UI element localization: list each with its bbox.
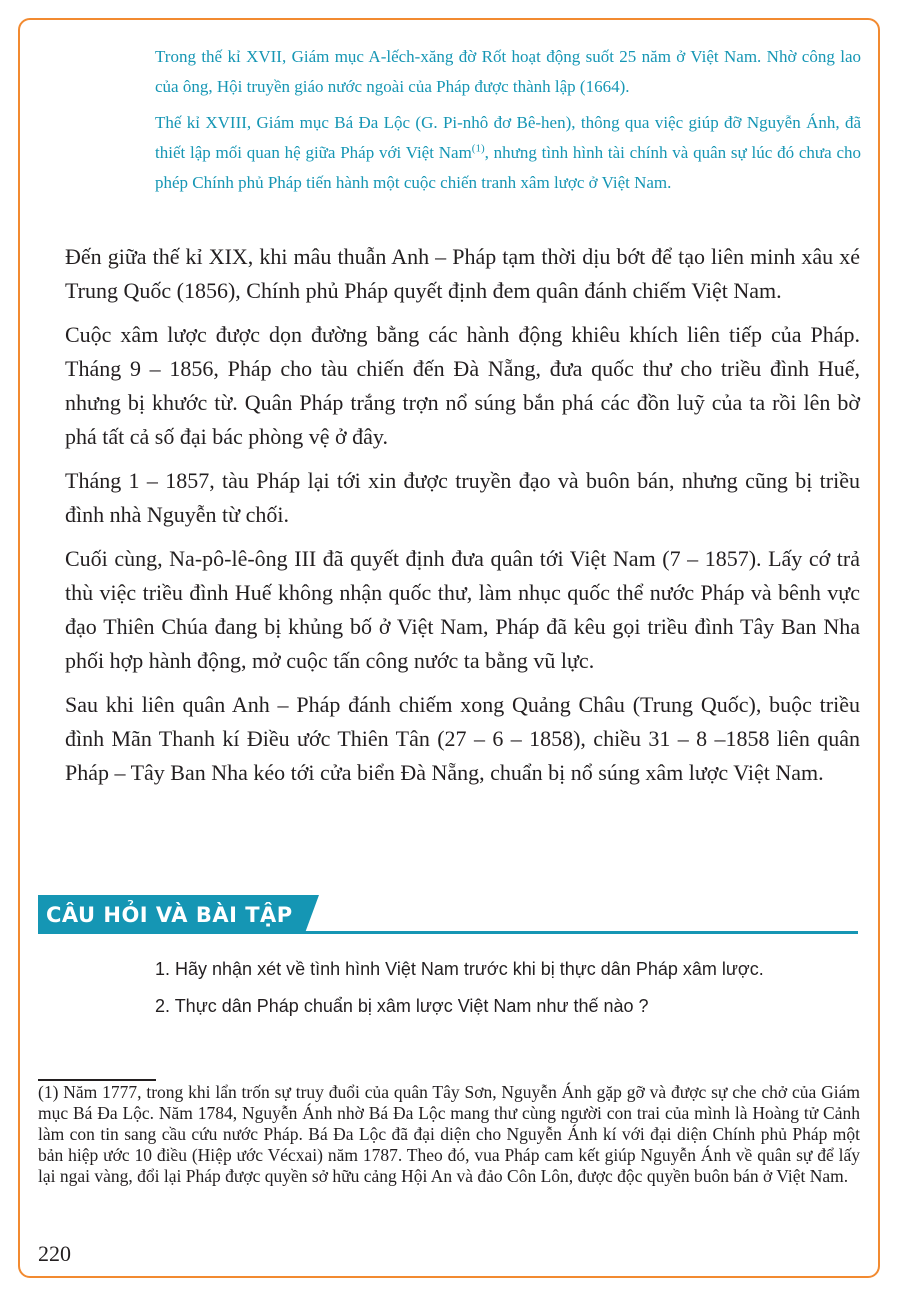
question-list (155, 955, 855, 1029)
body-paragraph-3: Tháng 1 – 1857, tàu Pháp lại tới xin được truyền đạo và buôn bán, nhưng cũng bị triều đình nhà Nguyễn từ chối. (65, 468, 860, 527)
reading-paragraph-2 (155, 108, 861, 198)
footnote: (1) Năm 1777, trong khi lẩn trốn sự truy đuổi của quân Tây Sơn, Nguyễn Ánh gặp gỡ và được sự che chở của Giám mục Bá Đa Lộc. Năm 1784, Nguyễn Ánh nhờ Bá Đa Lộc mang thư cùng người con trai của mình là Hoàng tử Cảnh làm con tin sang cầu cứu nước Pháp. Bá Đa Lộc đã đại diện cho Nguyễn Ánh kí với đại diện Chính phủ Pháp một bản hiệp ước 10 điều (Hiệp ước Vécxai) năm 1787. Theo đó, vua Pháp cam kết giúp Nguyễn Ánh về quân sự để lấy lại ngai vàng, đổi lại Pháp được quyền sở hữu cảng Hội An và đảo Côn Lôn, được độc quyền buôn bán ở Việt Nam. (38, 1082, 860, 1186)
reading-paragraph-1: Trong thế kỉ XVII, Giám mục A-lếch-xăng đờ Rốt hoạt động suốt 25 năm ở Việt Nam. Nhờ công lao của ông, Hội truyền giáo nước ngoài của Pháp được thành lập (1664). (155, 47, 861, 96)
reading-box (155, 42, 861, 204)
footnote-divider (38, 1079, 156, 1081)
section-title: CÂU HỎI VÀ BÀI TẬP (38, 895, 305, 933)
page-number: 220 (38, 1241, 71, 1266)
question-item-2: 2. Thực dân Pháp chuẩn bị xâm lược Việt Nam như thế nào ? (155, 996, 649, 1016)
body-paragraph-2: Cuộc xâm lược được dọn đường bằng các hành động khiêu khích liên tiếp của Pháp. Tháng 9 – 1856, Pháp cho tàu chiến đến Đà Nẵng, đưa quốc thư cho triều đình Huế, nhưng bị khước từ. Quân Pháp trắng trợn nổ súng bắn phá các đồn luỹ của ta rồi lên bờ phá tất cả số đại bác phòng vệ ở đây. (65, 322, 860, 449)
section-header (38, 895, 858, 935)
body-paragraph-5: Sau khi liên quân Anh – Pháp đánh chiếm xong Quảng Châu (Trung Quốc), buộc triều đình Mãn Thanh kí Điều ước Thiên Tân (27 – 6 – 1858), chiều 31 – 8 –1858 liên quân Pháp – Tây Ban Nha kéo tới cửa biển Đà Nẵng, chuẩn bị nổ súng xâm lược Việt Nam. (65, 692, 860, 785)
body-paragraph-1: Đến giữa thế kỉ XIX, khi mâu thuẫn Anh – Pháp tạm thời dịu bớt để tạo liên minh xâu xé Trung Quốc (1856), Chính phủ Pháp quyết định đem quân đánh chiếm Việt Nam. (65, 244, 860, 303)
reading-paragraph-2-text: Thế kỉ XVIII, Giám mục Bá Đa Lộc (G. Pi-nhô đơ Bê-hen), thông qua việc giúp đỡ Nguyễn Ánh, đã thiết lập mối quan hệ giữa Pháp với Việt Nam (155, 113, 861, 162)
main-body (65, 240, 860, 800)
body-paragraph-4: Cuối cùng, Na-pô-lê-ông III đã quyết định đưa quân tới Việt Nam (7 – 1857). Lấy cớ trả thù việc triều đình Huế không nhận quốc thư, làm nhục quốc thể nước Pháp và bênh vực đạo Thiên Chúa đang bị khủng bố ở Việt Nam, Pháp đã kêu gọi triều đình Tây Ban Nha phối hợp hành động, mở cuộc tấn công nước ta bằng vũ lực. (65, 546, 860, 673)
question-item-1: 1. Hãy nhận xét về tình hình Việt Nam trước khi bị thực dân Pháp xâm lược. (155, 959, 764, 979)
reading-paragraph-2-rest: , nhưng tình hình tài chính và quân sự lúc đó chưa cho phép Chính phủ Pháp tiến hành một cuộc chiến tranh xâm lược ở Việt Nam. (155, 143, 862, 192)
footnote-reference[interactable]: (1) (471, 142, 485, 155)
